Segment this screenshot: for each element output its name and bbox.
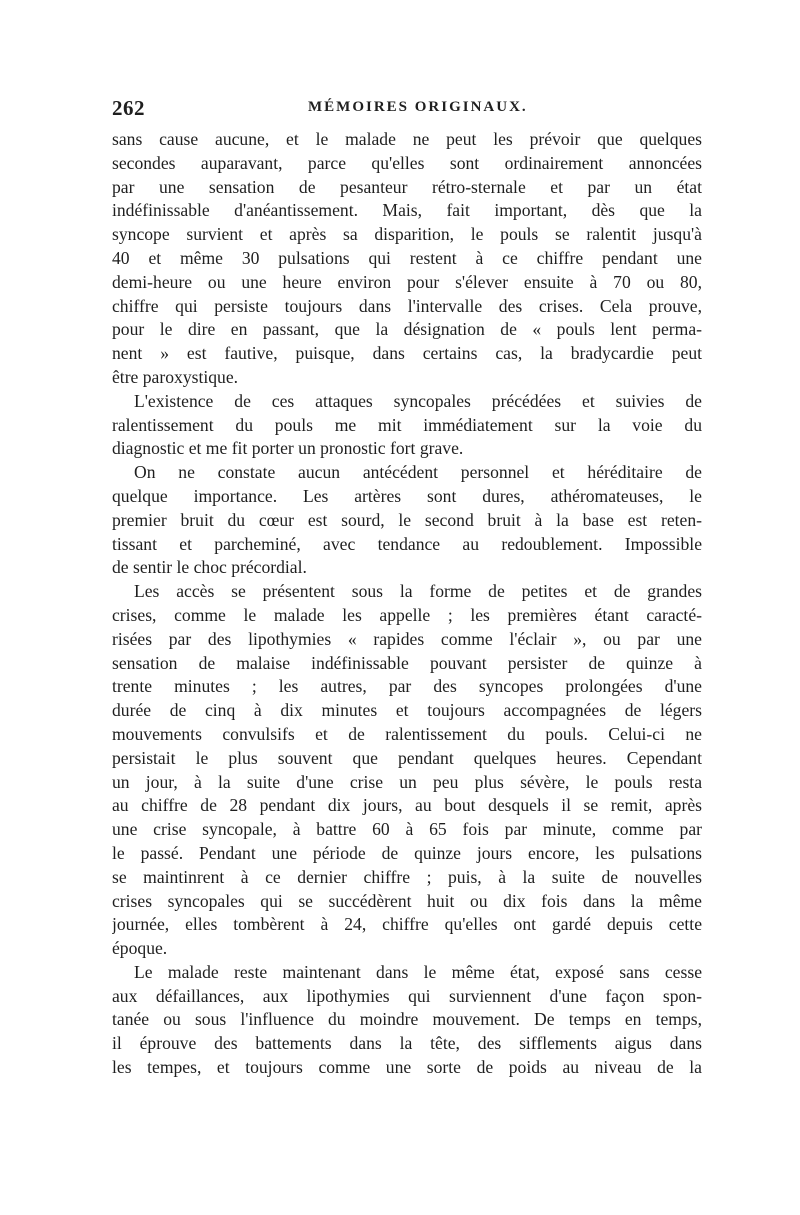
text-line: ralentissement du pouls me mit immédiatement sur la voie du [112, 414, 702, 435]
body-text [112, 128, 702, 1080]
text-line: il éprouve des battements dans la tête, des sifflements aigus dans [112, 1033, 702, 1054]
text-line: un jour, à la suite d'une crise un peu plus sévère, le pouls resta [112, 771, 702, 792]
text-line: les tempes, et toujours comme une sorte de poids au niveau de la [112, 1057, 702, 1078]
text-line: Les accès se présentent sous la forme de petites et de grandes [134, 581, 702, 602]
text-line: journée, elles tombèrent à 24, chiffre qu'elles ont gardé depuis cette [112, 914, 702, 935]
text-line: L'existence de ces attaques syncopales précédées et suivies de [134, 390, 702, 411]
text-line: persistait le plus souvent que pendant quelques heures. Cependant [112, 747, 702, 768]
text-line: le passé. Pendant une période de quinze jours encore, les pulsations [112, 842, 702, 863]
text-line: tissant et parcheminé, avec tendance au redoublement. Impossible [112, 533, 702, 554]
page-header [112, 96, 702, 124]
text-line: indéfinissable d'anéantissement. Mais, fait important, dès que la [112, 200, 702, 221]
text-line: demi-heure ou une heure environ pour s'élever ensuite à 70 ou 80, [112, 271, 702, 292]
text-line: nent » est fautive, puisque, dans certains cas, la bradycardie peut [112, 343, 702, 364]
paragraph [112, 961, 702, 1080]
paragraph [112, 461, 702, 580]
text-line: être paroxystique. [112, 366, 239, 387]
text-line: 40 et même 30 pulsations qui restent à ce chiffre pendant une [112, 247, 702, 268]
running-title: MÉMOIRES ORIGINAUX. [308, 99, 528, 115]
text-line: se maintinrent à ce dernier chiffre ; puis, à la suite de nouvelles [112, 866, 702, 887]
text-line: pour le dire en passant, que la désignation de « pouls lent perma- [112, 319, 702, 340]
paragraph [112, 128, 702, 390]
paragraph [112, 580, 702, 961]
paragraph [112, 390, 702, 461]
text-line: premier bruit du cœur est sourd, le second bruit à la base est reten- [112, 509, 702, 530]
text-line: secondes auparavant, parce qu'elles sont ordinairement annoncées [112, 152, 702, 173]
text-line: durée de cinq à dix minutes et toujours accompagnées de légers [112, 700, 702, 721]
text-line: mouvements convulsifs et de ralentissement du pouls. Celui-ci ne [112, 723, 702, 744]
text-line: risées par des lipothymies « rapides comme l'éclair », ou par une [112, 628, 702, 649]
text-line: syncope survient et après sa disparition, le pouls se ralentit jusqu'à [112, 224, 702, 245]
text-line: chiffre qui persiste toujours dans l'intervalle des crises. Cela prouve, [112, 295, 702, 316]
text-line: crises syncopales qui se succédèrent huit ou dix fois dans la même [112, 890, 702, 911]
text-line: crises, comme le malade les appelle ; les premières étant caracté- [112, 604, 702, 625]
text-line: diagnostic et me fit porter un pronostic fort grave. [112, 438, 464, 459]
text-line: par une sensation de pesanteur rétro-sternale et par un état [112, 176, 702, 197]
text-line: trente minutes ; les autres, par des syncopes prolongées d'une [112, 676, 702, 697]
text-line: de sentir le choc précordial. [112, 557, 307, 578]
text-line: On ne constate aucun antécédent personnel et héréditaire de [134, 462, 702, 483]
text-line: sensation de malaise indéfinissable pouvant persister de quinze à [112, 652, 702, 673]
text-line: sans cause aucune, et le malade ne peut les prévoir que quelques [112, 129, 702, 149]
text-line: une crise syncopale, à battre 60 à 65 fois par minute, comme par [112, 819, 702, 840]
text-line: quelque importance. Les artères sont dures, athéromateuses, le [112, 485, 702, 506]
text-line: tanée ou sous l'influence du moindre mouvement. De temps en temps, [112, 1009, 702, 1030]
page-number: 262 [112, 96, 145, 120]
text-line: époque. [112, 938, 168, 959]
text-line: Le malade reste maintenant dans le même état, exposé sans cesse [134, 961, 702, 982]
text-line: aux défaillances, aux lipothymies qui surviennent d'une façon spon- [112, 985, 702, 1006]
text-line: au chiffre de 28 pendant dix jours, au bout desquels il se remit, après [112, 795, 702, 816]
